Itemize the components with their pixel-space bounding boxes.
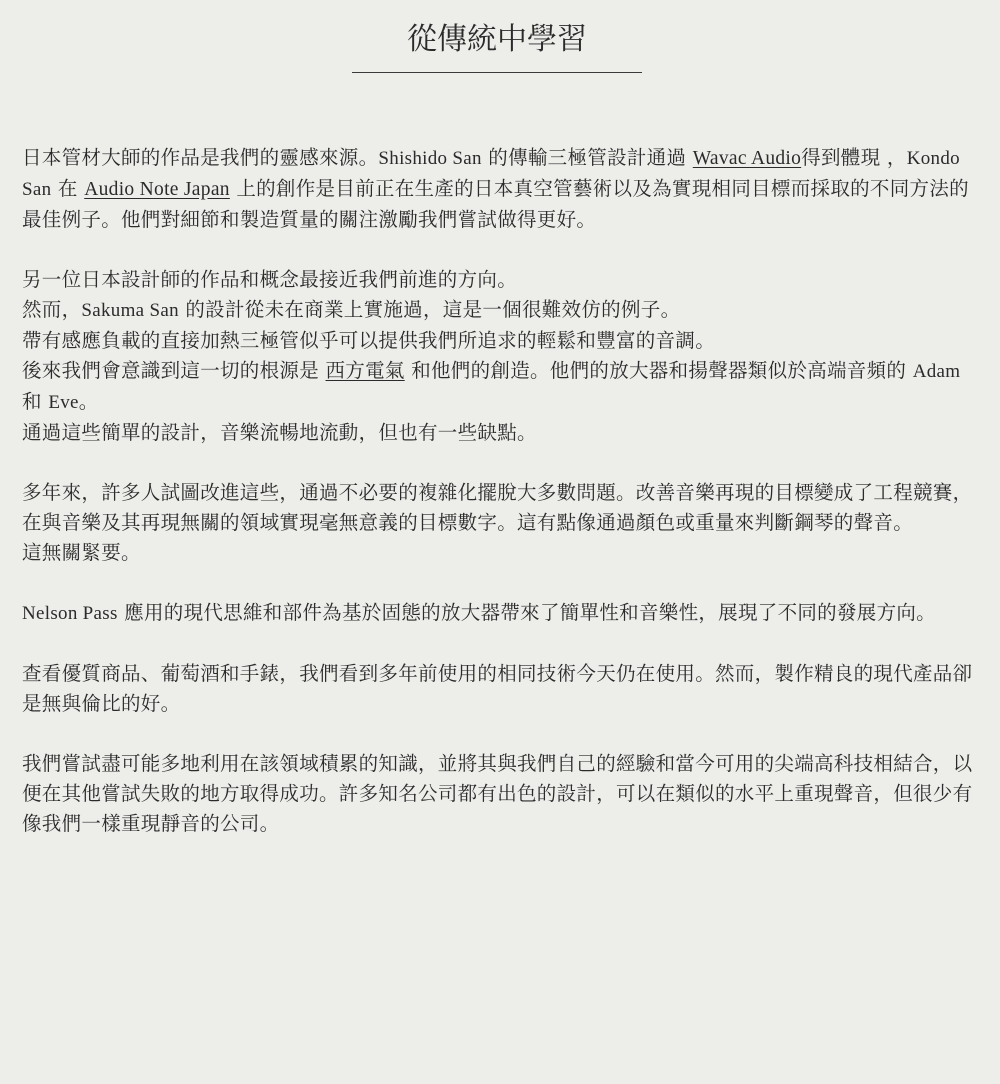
- designer-name: Kondo San: [22, 148, 960, 200]
- paragraph-line: 通過這些簡單的設計，音樂流暢地流動，但也有一些缺點。: [22, 421, 537, 444]
- text-span: 應用的現代思維和部件為基於固態的放大器帶來了簡單性和音樂性，展現了不同的發展方向。: [117, 601, 936, 624]
- link-audio-note-japan[interactable]: Audio Note Japan: [84, 179, 230, 200]
- paragraph-nelson-pass: [22, 598, 982, 629]
- text-span: 日本管材大師的作品是我們的靈感來源。: [22, 146, 379, 169]
- paragraph-knowledge: 我們嘗試盡可能多地利用在該領域積累的知識，並將其與我們自己的經驗和當今可用的尖端高科技相結合，以便在其他嘗試失敗的地方取得成功。許多知名公司都有出色的設計，可以在類似的水平上重現聲音，但很少有像我們一樣重現靜音的公司。: [22, 752, 973, 835]
- designer-name: Nelson Pass: [22, 603, 118, 624]
- paragraph-line: 帶有感應負載的直接加熱三極管似乎可以提供我們所追求的輕鬆和豐富的音調。: [22, 329, 716, 352]
- page-heading: [352, 18, 642, 73]
- paragraph-line: 另一位日本設計師的作品和概念最接近我們前進的方向。: [22, 268, 518, 291]
- paragraph-line: [22, 295, 982, 326]
- text-span: 然而，: [22, 298, 82, 321]
- text-span: 得到體現 ，: [801, 146, 907, 169]
- page-title: 從傳統中學習: [407, 22, 587, 57]
- text-span: 的傳輸三極管設計通過: [481, 146, 693, 169]
- designer-name: Sakuma San: [81, 300, 179, 321]
- text-span: 和: [22, 390, 49, 413]
- paragraph-line: 這無關緊要。: [22, 541, 141, 564]
- paragraph-craftsmanship: 查看優質商品、葡萄酒和手錶，我們看到多年前使用的相同技術今天仍在使用。然而，製作精良的現代產品卻是無與倫比的好。: [22, 662, 973, 715]
- paragraph-complexity: [22, 478, 982, 568]
- paragraph-inspiration: [22, 143, 982, 235]
- text-span: 的設計從未在商業上實施過，這是一個很難效仿的例子。: [178, 298, 681, 321]
- text-span: 。: [78, 390, 99, 413]
- text-span: 在: [51, 177, 85, 200]
- product-name: Eve: [48, 392, 79, 413]
- product-name: Adam: [912, 361, 961, 382]
- article-body: [22, 143, 982, 869]
- text-span: 上的創作是目前正在生產的日本真空管藝術以及為實現相同目標而採取的不同方法的最佳例子。他們對細節和製造質量的關注激勵我們嘗試做得更好。: [22, 177, 969, 231]
- text-span: 和他們的創造。他們的放大器和揚聲器類似於高端音頻的: [404, 359, 913, 382]
- paragraph-line: [22, 356, 982, 418]
- link-western-electric[interactable]: 西方電氣: [325, 359, 405, 382]
- link-wavac-audio[interactable]: Wavac Audio: [692, 148, 802, 169]
- designer-name: Shishido San: [378, 148, 482, 169]
- paragraph-line: 多年來，許多人試圖改進這些，通過不必要的複雜化擺脫大多數問題。改善音樂再現的目標變成了工程競賽，在與音樂及其再現無關的領域實現毫無意義的目標數字。這有點像通過顏色或重量來判斷鋼琴的聲音。: [22, 481, 973, 534]
- paragraph-direction: [22, 265, 982, 448]
- text-span: 後來我們會意識到這一切的根源是: [22, 359, 326, 382]
